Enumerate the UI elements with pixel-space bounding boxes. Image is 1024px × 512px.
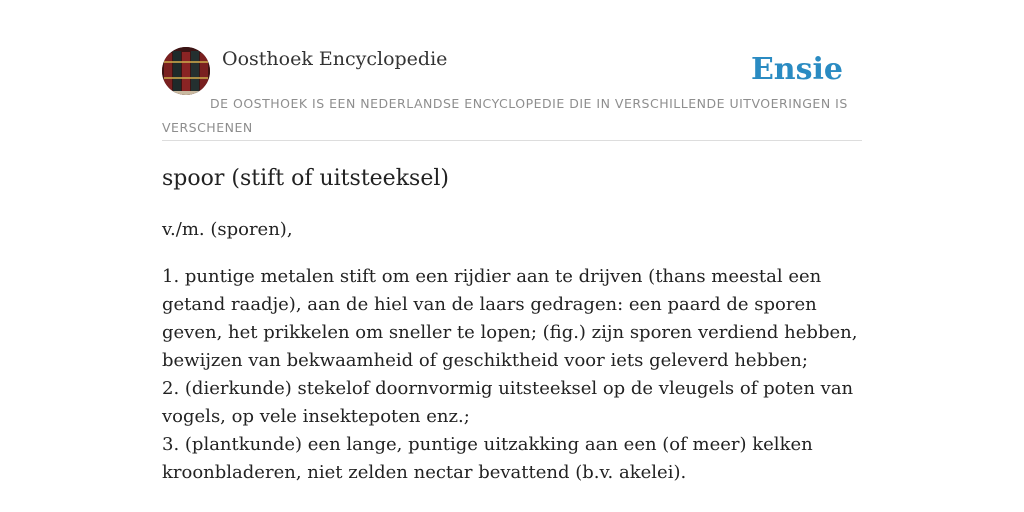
- grammar-info: v./m. (sporen),: [162, 219, 293, 240]
- encyclopedia-books-icon: [162, 47, 210, 95]
- definition-item: 1. puntige metalen stift om een rijdier aan te drijven (thans meestal een getand raadje), aan de hiel van de laars gedragen: een paard de sporen geven, het prikkelen om sneller te lopen; (fig.) zijn sporen verdiend hebben, bewijzen van bekwaamheid of geschiktheid voor iets geleverd hebben;: [162, 266, 858, 371]
- definition-list: [162, 263, 862, 487]
- site-tagline: DE OOSTHOEK IS EEN NEDERLANDSE ENCYCLOPEDIE DIE IN VERSCHILLENDE UITVOERINGEN IS VERSCHENEN: [162, 96, 848, 135]
- avatar[interactable]: [162, 47, 210, 95]
- definition-item: 2. (dierkunde) stekelof doornvormig uitsteeksel op de vleugels of poten van vogels, op vele insektepoten enz.;: [162, 378, 854, 427]
- definition-item: 3. (plantkunde) een lange, puntige uitzakking aan een (of meer) kelken kroonbladeren, niet zelden nectar bevattend (b.v. akelei).: [162, 434, 813, 483]
- brand-logo-link[interactable]: Ensie: [750, 52, 843, 87]
- site-title[interactable]: Oosthoek Encyclopedie: [222, 48, 448, 70]
- page-title: spoor (stift of uitsteeksel): [162, 166, 449, 191]
- header: [162, 46, 862, 141]
